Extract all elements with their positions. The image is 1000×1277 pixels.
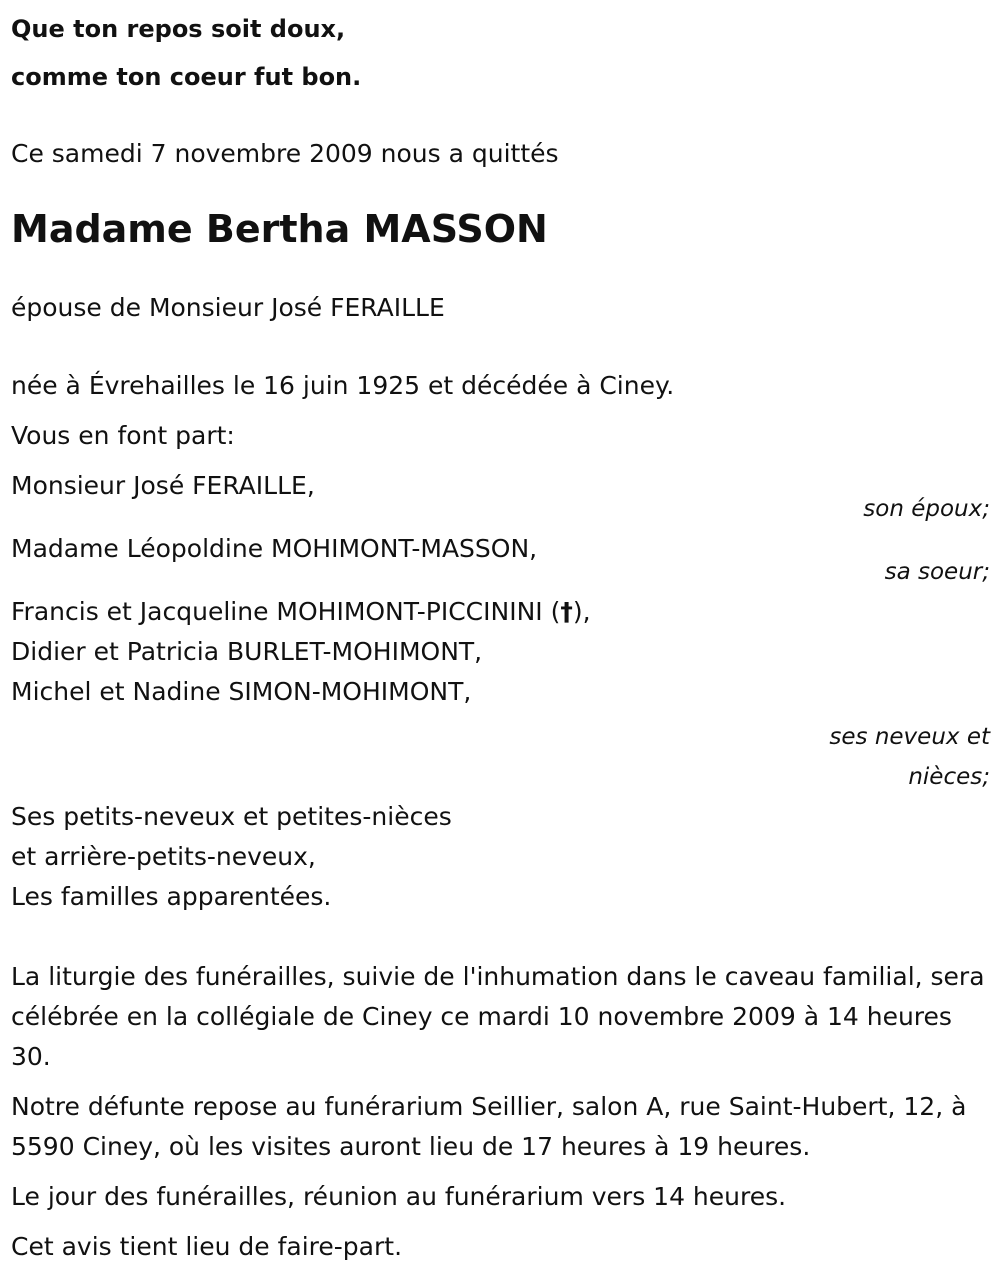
family-nephews-relation-1: ses neveux et [829, 724, 990, 750]
family-others-line-3: Les familles apparentées. [11, 882, 332, 911]
family-sister-name: Madame Léopoldine MOHIMONT-MASSON, [11, 534, 538, 563]
birth-death-line: née à Évrehailles le 16 juin 1925 et décédée à Ciney. [11, 371, 675, 400]
family-nephews-relation-2: nièces; [908, 764, 990, 790]
rest-place-paragraph: Notre défunte repose au funérarium Seillier, salon A, rue Saint-Hubert, 12, à 5590 Ciney, où les visites auront lieu de 17 heures à 19 heures. [11, 1092, 967, 1161]
announcement: Ce samedi 7 novembre 2009 nous a quittés [11, 139, 559, 168]
family-nephew-line-2: Didier et Patricia BURLET-MOHIMONT, [11, 637, 483, 666]
notice-paragraph: Cet avis tient lieu de faire-part. [11, 1232, 403, 1261]
obituary-notice [11, 5, 990, 1277]
nephew-line-1-end: ), [572, 597, 591, 626]
family-nephew-line-1 [11, 592, 990, 632]
family-nephew-line-3: Michel et Nadine SIMON-MOHIMONT, [11, 677, 472, 706]
liturgy-paragraph: La liturgie des funérailles, suivie de l'inhumation dans le caveau familial, sera célébrée en la collégiale de Ciney ce mardi 10 novembre 2009 à 14 heures 30. [11, 962, 985, 1071]
family-spouse-name: Monsieur José FERAILLE, [11, 471, 315, 500]
funeral-details [11, 957, 990, 1267]
family-others-line-2: et arrière-petits-neveux, [11, 842, 316, 871]
family-others-line-1: Ses petits-neveux et petites-nièces [11, 802, 452, 831]
epitaph-line-2: comme ton coeur fut bon. [11, 63, 362, 91]
part-label: Vous en font part: [11, 421, 235, 450]
meeting-paragraph: Le jour des funérailles, réunion au funérarium vers 14 heures. [11, 1182, 787, 1211]
family-spouse-relation: son époux; [863, 496, 990, 522]
nephew-line-1-text: Francis et Jacqueline MOHIMONT-PICCININI ( [11, 597, 561, 626]
deceased-name: Madame Bertha MASSON [11, 207, 548, 251]
spouse-line: épouse de Monsieur José FERAILLE [11, 293, 445, 322]
epitaph-line-1: Que ton repos soit doux, [11, 15, 346, 43]
family-sister-relation: sa soeur; [884, 559, 990, 585]
cross-icon: † [560, 597, 573, 626]
family-list [11, 466, 990, 917]
